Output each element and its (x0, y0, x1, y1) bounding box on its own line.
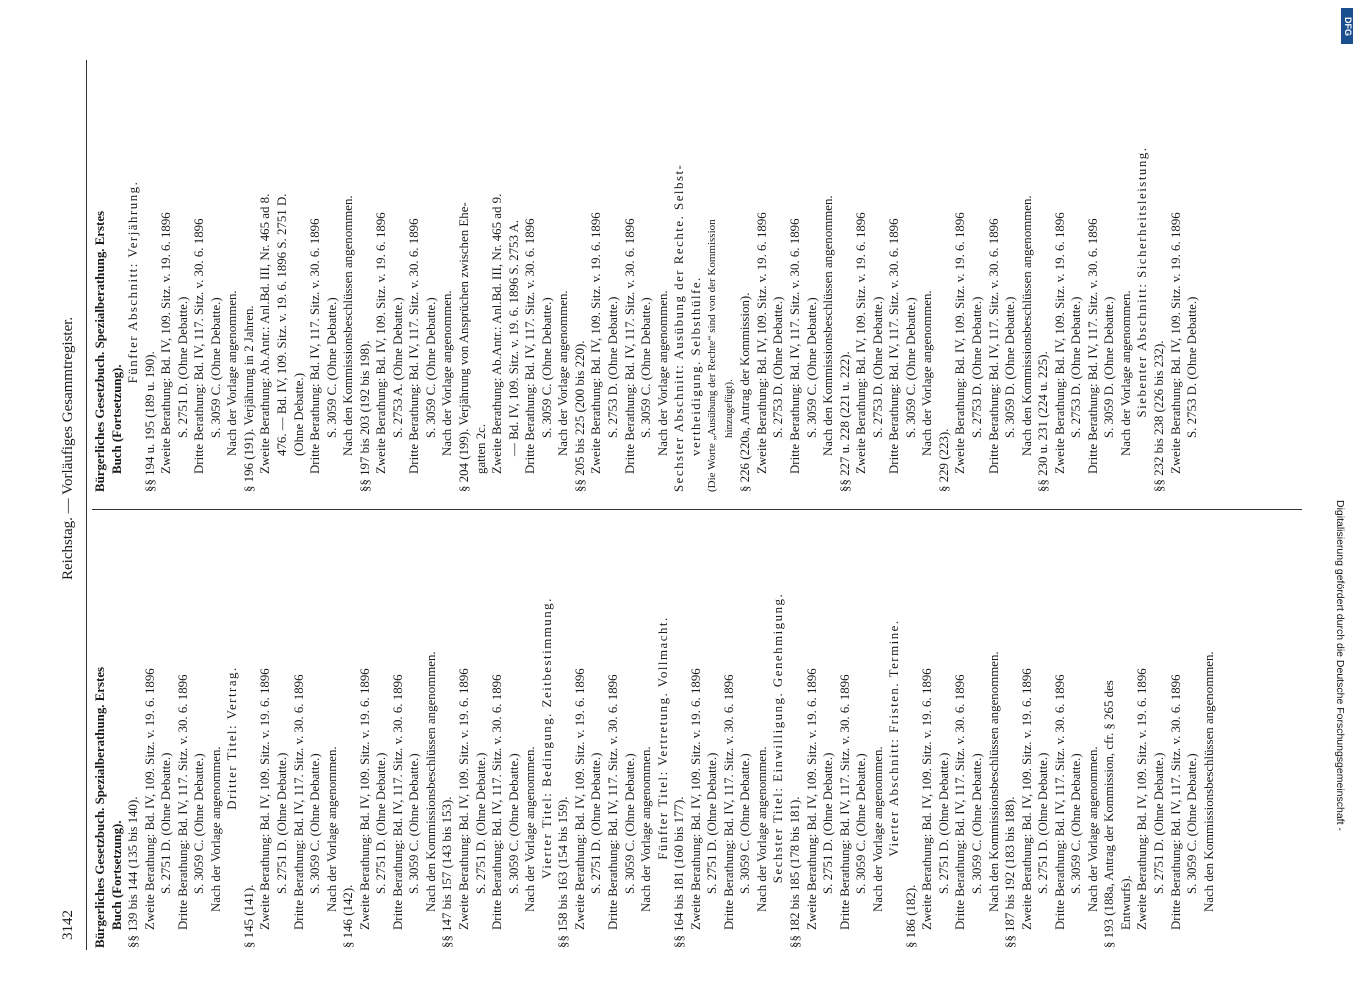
index-line: Nach der Vorlage angenommen. (639, 746, 654, 912)
index-line: S. 2751 D. (Ohne Debatte.) (275, 752, 290, 894)
index-line: Zweite Berathung: Bd. IV, 109. Sitz. v. 19. 6. 1896 (1135, 668, 1150, 930)
index-line: Nach der Vorlage angenommen. (920, 290, 935, 456)
index-line: Zweite Berathung: Bd. IV, 109. Sitz. v. 19. 6. 1896 (688, 668, 703, 930)
index-line: S. 3059 C. (Ohne Debatte.) (324, 297, 339, 438)
column-divider (92, 509, 1302, 510)
index-line: S. 3059 C. (Ohne Debatte.) (208, 297, 223, 438)
index-line: Fünfter Abschnitt: Verjährung. (126, 180, 141, 384)
index-line: S. 3059 C. (Ohne Debatte.) (407, 753, 422, 894)
index-line: S. 3059 C. (Ohne Debatte.) (854, 753, 869, 894)
index-line: Vierter Abschnitt: Fristen. Termine. (887, 619, 902, 857)
index-line: S. 2751 D. (Ohne Debatte.) (589, 752, 604, 894)
index-line: Siebenter Abschnitt: Sicherheitsleistung. (1135, 146, 1150, 418)
index-line: Zweite Berathung: Bd. IV, 109. Sitz. v. 19. 6. 1896 (804, 668, 819, 930)
index-line: § 145 (141). (241, 884, 256, 948)
index-line: §§ 227 u. 228 (221 u. 222). (837, 351, 852, 492)
index-line: S. 3059 C. (Ohne Debatte.) (192, 753, 207, 894)
index-line: S. 2751 D. (Ohne Debatte.) (159, 752, 174, 894)
index-line: Nach der Vorlage angenommen. (440, 290, 455, 456)
index-line: S. 2751 D. (Ohne Debatte.) (374, 752, 389, 894)
index-line: §§ 139 bis 144 (135 bis 140). (126, 796, 141, 948)
index-line: Nach der Vorlage angenommen. (754, 746, 769, 912)
index-line: vertheidigung. Selbsthülfe. (688, 276, 703, 456)
index-line: § 229 (223). (936, 428, 951, 492)
index-line: 476. — Bd. IV, 109. Sitz. v. 19. 6. 1896 S. 2751 D. (275, 193, 290, 456)
index-line: S. 3059 D. (Ohne Debatte.) (1003, 296, 1018, 438)
index-line: S. 3059 C. (Ohne Debatte.) (423, 297, 438, 438)
index-line: gatten 2c. (473, 423, 488, 474)
index-line: Nach den Kommissionsbeschlüssen angenommen. (986, 651, 1001, 912)
index-line: Fünfter Titel: Vertretung. Vollmacht. (655, 616, 670, 860)
dfg-logo (1341, 8, 1353, 44)
index-line: §§ 232 bis 238 (226 bis 232). (1152, 340, 1166, 492)
index-line: S. 3059 C. (Ohne Debatte.) (738, 753, 753, 894)
index-line: Nach den Kommissionsbeschlüssen angenommen. (341, 195, 356, 456)
index-line: §§ 158 bis 163 (154 bis 159). (556, 796, 571, 948)
index-line: S. 3059 D. (Ohne Debatte.) (1102, 296, 1117, 438)
index-line: Sechster Titel: Einwilligung. Genehmigung. (771, 592, 786, 884)
index-line: §§ 182 bis 185 (178 bis 181). (787, 796, 802, 948)
index-line: — Bd. IV, 109. Sitz. v. 19. 6. 1896 S. 2753 A. (506, 220, 521, 456)
index-line: Zweite Berathung: Bd. IV, 109. Sitz. v. 19. 6. 1896 (374, 212, 389, 474)
index-line: S. 2753 D. (Ohne Debatte.) (771, 296, 786, 438)
index-line: § 146 (142). (341, 884, 356, 948)
index-line: Nach der Vorlage angenommen. (556, 290, 571, 456)
index-line: S. 3059 C. (Ohne Debatte.) (622, 753, 637, 894)
index-line: Dritte Berathung: Bd. IV, 117. Sitz. v. 30. 6. 1896 (605, 674, 620, 930)
index-line: §§ 164 bis 181 (160 bis 177). (672, 796, 687, 948)
index-line: §§ 197 bis 203 (192 bis 198). (357, 340, 372, 492)
index-line: Dritte Berathung: Bd. IV, 117. Sitz. v. 30. 6. 1896 (787, 218, 802, 474)
index-line: Nach den Kommissionsbeschlüssen angenommen. (821, 195, 836, 456)
left-column (92, 528, 1217, 948)
index-line: Dritte Berathung: Bd. IV, 117. Sitz. v. 30. 6. 1896 (986, 218, 1001, 474)
index-line: Buch (Fortsetzung). (109, 820, 124, 930)
index-line: S. 2751 D. (Ohne Debatte.) (821, 752, 836, 894)
index-line: S. 2751 D. (Ohne Debatte.) (473, 752, 488, 894)
index-line: Zweite Berathung: Bd. IV, 109. Sitz. v. 19. 6. 1896 (1168, 212, 1183, 474)
index-line: S. 3059 C. (Ohne Debatte.) (1185, 753, 1200, 894)
index-line: § 193 (188a, Antrag der Kommission, cfr. § 265 des (1102, 680, 1117, 948)
index-line: Dritte Berathung: Bd. IV, 117. Sitz. v. 30. 6. 1896 (622, 218, 637, 474)
running-title: Reichstag. — Vorläufiges Gesammtregister. (60, 316, 76, 580)
index-line: Dritte Berathung: Bd. IV, 117. Sitz. v. 30. 6. 1896 (721, 674, 736, 930)
index-line: Nach den Kommissionsbeschlüssen angenommen. (1019, 195, 1034, 456)
right-column (92, 72, 1201, 492)
index-line: Zweite Berathung: Bd. IV, 109. Sitz. v. 19. 6. 1896 (1019, 668, 1034, 930)
index-line: S. 2753 D. (Ohne Debatte.) (1185, 296, 1200, 438)
index-line: Nach der Vorlage angenommen. (225, 290, 240, 456)
index-line: Dritte Berathung: Bd. IV, 117. Sitz. v. 30. 6. 1896 (407, 218, 422, 474)
index-line: Zweite Berathung: Bd. IV, 109. Sitz. v. 19. 6. 1896 (159, 212, 174, 474)
index-line: Vierter Titel: Bedingung. Zeitbestimmung. (539, 597, 554, 879)
index-line: Zweite Berathung: Ab.Antr.: Anl.Bd. III, Nr. 465 ad 9. (490, 193, 505, 474)
index-line: Sechster Abschnitt: Ausübung der Rechte. Selbst- (672, 163, 687, 492)
index-line: S. 2751 D. (Ohne Debatte.) (1036, 752, 1051, 894)
index-line: S. 3059 C. (Ohne Debatte.) (903, 297, 918, 438)
digitization-credit (1334, 500, 1346, 831)
credit-text: Digitalisierung gefördert durch die Deutsche Forschungsgemeinschaft - (1334, 500, 1346, 831)
index-line: S. 3059 C. (Ohne Debatte.) (804, 297, 819, 438)
index-line: § 196 (191). Verjährung in 2 Jahren. (241, 305, 256, 492)
index-line: Nach der Vorlage angenommen. (655, 290, 670, 456)
index-line: Zweite Berathung: Ab.Antr.: Anl.Bd. III, Nr. 465 ad 8. (258, 193, 273, 474)
index-line: Zweite Berathung: Bd. IV, 109. Sitz. v. 19. 6. 1896 (258, 668, 273, 930)
page-header (60, 60, 84, 940)
index-line: S. 3059 C. (Ohne Debatte.) (539, 297, 554, 438)
index-line: Zweite Berathung: Bd. IV, 109. Sitz. v. 19. 6. 1896 (572, 668, 587, 930)
index-line: Dritte Berathung: Bd. IV, 117. Sitz. v. 30. 6. 1896 (1085, 218, 1100, 474)
index-line: Dritte Berathung: Bd. IV, 117. Sitz. v. 30. 6. 1896 (308, 218, 323, 474)
index-line: Zweite Berathung: Bd. IV, 109. Sitz. v. 19. 6. 1896 (953, 212, 968, 474)
index-line: S. 2751 D. (Ohne Debatte.) (1152, 752, 1166, 894)
index-line: S. 3059 C. (Ohne Debatte.) (969, 753, 984, 894)
index-line: hinzugefügt). (722, 379, 735, 438)
index-line: Zweite Berathung: Bd. IV, 109. Sitz. v. 19. 6. 1896 (457, 668, 472, 930)
index-line: Zweite Berathung: Bd. IV, 109. Sitz. v. 19. 6. 1896 (357, 668, 372, 930)
index-line: Dritte Berathung: Bd. IV, 117. Sitz. v. 30. 6. 1896 (490, 674, 505, 930)
index-line: Dritte Berathung: Bd. IV, 117. Sitz. v. 30. 6. 1896 (887, 218, 902, 474)
index-line: Dritte Berathung: Bd. IV, 117. Sitz. v. 30. 6. 1896 (1052, 674, 1067, 930)
index-line: § 186 (182). (903, 884, 918, 948)
index-line: Dritte Berathung: Bd. IV, 117. Sitz. v. 30. 6. 1896 (390, 674, 405, 930)
index-line: Nach den Kommissionsbeschlüssen angenommen. (423, 651, 438, 912)
index-line: Nach der Vorlage angenommen. (208, 746, 223, 912)
index-line: S. 2751 D. (Ohne Debatte.) (936, 752, 951, 894)
index-line: Zweite Berathung: Bd. IV, 109. Sitz. v. 19. 6. 1896 (589, 212, 604, 474)
index-line: Nach der Vorlage angenommen. (870, 746, 885, 912)
index-line: Nach der Vorlage angenommen. (1085, 746, 1100, 912)
index-line: Zweite Berathung: Bd. IV, 109. Sitz. v. 19. 6. 1896 (142, 668, 157, 930)
index-line: S. 3059 C. (Ohne Debatte.) (1069, 753, 1084, 894)
index-line: Entwurfs). (1118, 875, 1133, 930)
index-line: Dritte Berathung: Bd. IV, 117. Sitz. v. 30. 6. 1896 (837, 674, 852, 930)
index-line: S. 3059 C. (Ohne Debatte.) (308, 753, 323, 894)
dfg-logo-text: DFG (1343, 16, 1353, 36)
index-line: (Die Worte „Ausübung der Rechte“ sind von der Kommission (706, 219, 719, 492)
index-line: §§ 147 bis 157 (143 bis 153). (440, 796, 455, 948)
index-line: Zweite Berathung: Bd. IV, 109. Sitz. v. 19. 6. 1896 (920, 668, 935, 930)
index-line: (Ohne Debatte.) (291, 372, 306, 456)
index-line: Dritte Berathung: Bd. IV, 117. Sitz. v. 30. 6. 1896 (953, 674, 968, 930)
index-line: § 226 (220a, Antrag der Kommission). (738, 292, 753, 492)
index-line: Nach den Kommissionsbeschlüssen angenommen. (1201, 651, 1216, 912)
index-line: S. 2751 D. (Ohne Debatte.) (705, 752, 720, 894)
index-line: Nach der Vorlage angenommen. (1118, 290, 1133, 456)
index-line: Dritte Berathung: Bd. IV, 117. Sitz. v. 30. 6. 1896 (291, 674, 306, 930)
index-line: Dritte Berathung: Bd. IV, 117. Sitz. v. 30. 6. 1896 (175, 674, 190, 930)
index-line: S. 2753 D. (Ohne Debatte.) (969, 296, 984, 438)
index-line: §§ 230 u. 231 (224 u. 225). (1036, 351, 1051, 492)
index-line: Zweite Berathung: Bd. IV, 109. Sitz. v. 19. 6. 1896 (754, 212, 769, 474)
index-line: § 204 (199). Verjährung von Ansprüchen zwischen Ehe- (457, 202, 472, 492)
index-line: §§ 194 u. 195 (189 u. 190). (142, 351, 157, 492)
header-rule (86, 60, 87, 950)
page-number: 3142 (60, 910, 76, 940)
index-line: Dritte Berathung: Bd. IV, 117. Sitz. v. 30. 6. 1896 (523, 218, 538, 474)
index-line: Zweite Berathung: Bd. IV, 109. Sitz. v. 19. 6. 1896 (854, 212, 869, 474)
index-line: Nach der Vorlage angenommen. (523, 746, 538, 912)
index-line: S. 2751 D. (Ohne Debatte.) (175, 296, 190, 438)
index-line: Dritter Titel: Vertrag. (225, 666, 240, 810)
index-line: S. 2753 D. (Ohne Debatte.) (870, 296, 885, 438)
index-line: Nach der Vorlage angenommen. (324, 746, 339, 912)
index-line: Bürgerliches Gesetzbuch. Spezialberathung. Erstes (93, 666, 107, 948)
index-line: Dritte Berathung: Bd. IV, 117. Sitz. v. 30. 6. 1896 (1168, 674, 1183, 930)
index-line: §§ 187 bis 192 (183 bis 188). (1003, 796, 1018, 948)
index-line: Zweite Berathung: Bd. IV, 109. Sitz. v. 19. 6. 1896 (1052, 212, 1067, 474)
index-line: Buch (Fortsetzung). (109, 364, 124, 474)
index-line: S. 3059 C. (Ohne Debatte.) (506, 753, 521, 894)
index-line: §§ 205 bis 225 (200 bis 220). (572, 340, 587, 492)
index-line: S. 2753 D. (Ohne Debatte.) (605, 296, 620, 438)
index-line: S. 3059 C. (Ohne Debatte.) (639, 297, 654, 438)
index-line: Dritte Berathung: Bd. IV, 117. Sitz. v. 30. 6. 1896 (192, 218, 207, 474)
index-line: S. 2753 D. (Ohne Debatte.) (1069, 296, 1084, 438)
index-line: Bürgerliches Gesetzbuch. Spezialberathung. Erstes (93, 210, 107, 492)
index-line: S. 2753 A. (Ohne Debatte.) (390, 297, 405, 438)
